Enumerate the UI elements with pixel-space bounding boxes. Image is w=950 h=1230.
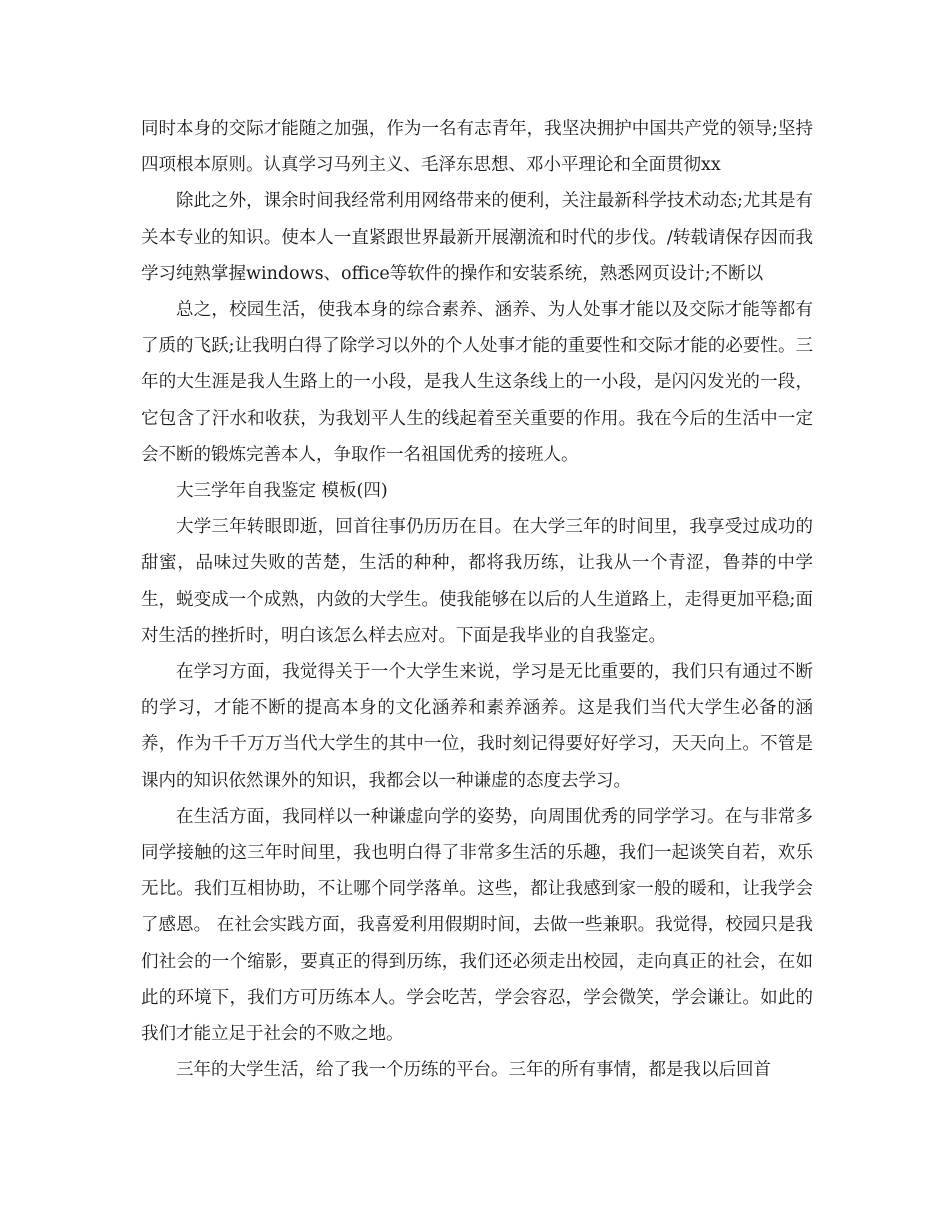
paragraph-5: 在学习方面，我觉得关于一个大学生来说，学习是无比重要的，我们只有通过不断的学习，才能不断的提高本身的文化涵养和素养涵养。这是我们当代大学生必备的涵养，作为千千万万当代大学生的其中一位，我时刻记得要好好学习，天天向上。不管是课内的知识依然课外的知识，我都会以一种谦虚的态度去学习。	[141, 662, 813, 791]
paragraph-7: 三年的大学生活，给了我一个历练的平台。三年的所有事情，都是我以后回首	[176, 1060, 771, 1081]
section-heading: 大三学年自我鉴定 模板(四)	[176, 481, 388, 502]
paragraph-2: 除此之外，课余时间我经常利用网络带来的便利，关注最新科学技术动态;尤其是有关本专业的知识。使本人一直紧跟世界最新开展潮流和时代的步伐。/转载请保存因而我学习纯熟掌握windows、office等软件的操作和安装系统，熟悉网页设计;不断以	[141, 191, 813, 284]
document-page	[141, 111, 813, 1088]
paragraph-3: 总之，校园生活，使我本身的综合素养、涵养、为人处事才能以及交际才能等都有了质的飞跃;让我明白得了除学习以外的个人处事才能的重要性和交际才能的必要性。三年的大生涯是我人生路上的一小段，是我人生这条线上的一小段，是闪闪发光的一段，它包含了汗水和收获，为我划平人生的线起着至关重要的作用。我在今后的生活中一定会不断的锻炼完善本人，争取作一名祖国优秀的接班人。	[141, 300, 813, 465]
paragraph-4: 大学三年转眼即逝，回首往事仍历历在目。在大学三年的时间里，我享受过成功的甜蜜，品味过失败的苦楚，生活的种种，都将我历练，让我从一个青涩，鲁莽的中学生，蜕变成一个成熟，内敛的大学生。使我能够在以后的人生道路上，走得更加平稳;面对生活的挫折时，明白该怎么样去应对。下面是我毕业的自我鉴定。	[141, 517, 813, 646]
paragraph-6: 在生活方面，我同样以一种谦虚向学的姿势，向周围优秀的同学学习。在与非常多同学接触的这三年时间里，我也明白得了非常多生活的乐趣，我们一起谈笑自若，欢乐无比。我们互相协助，不让哪个同学落单。这些，都让我感到家一般的暖和，让我学会了感恩。 在社会实践方面，我喜爱利用假期时间，去做一些兼职。我觉得，校园只是我们社会的一个缩影，要真正的得到历练，我们还必须走出校园，走向真正的社会，在如此的环境下，我们方可历练本人。学会吃苦，学会容忍，学会微笑，学会谦让。如此的我们才能立足于社会的不败之地。	[141, 806, 813, 1045]
paragraph-1: 同时本身的交际才能随之加强，作为一名有志青年，我坚决拥护中国共产党的领导;坚持四项根本原则。认真学习马列主义、毛泽东思想、邓小平理论和全面贯彻xx	[141, 119, 813, 176]
